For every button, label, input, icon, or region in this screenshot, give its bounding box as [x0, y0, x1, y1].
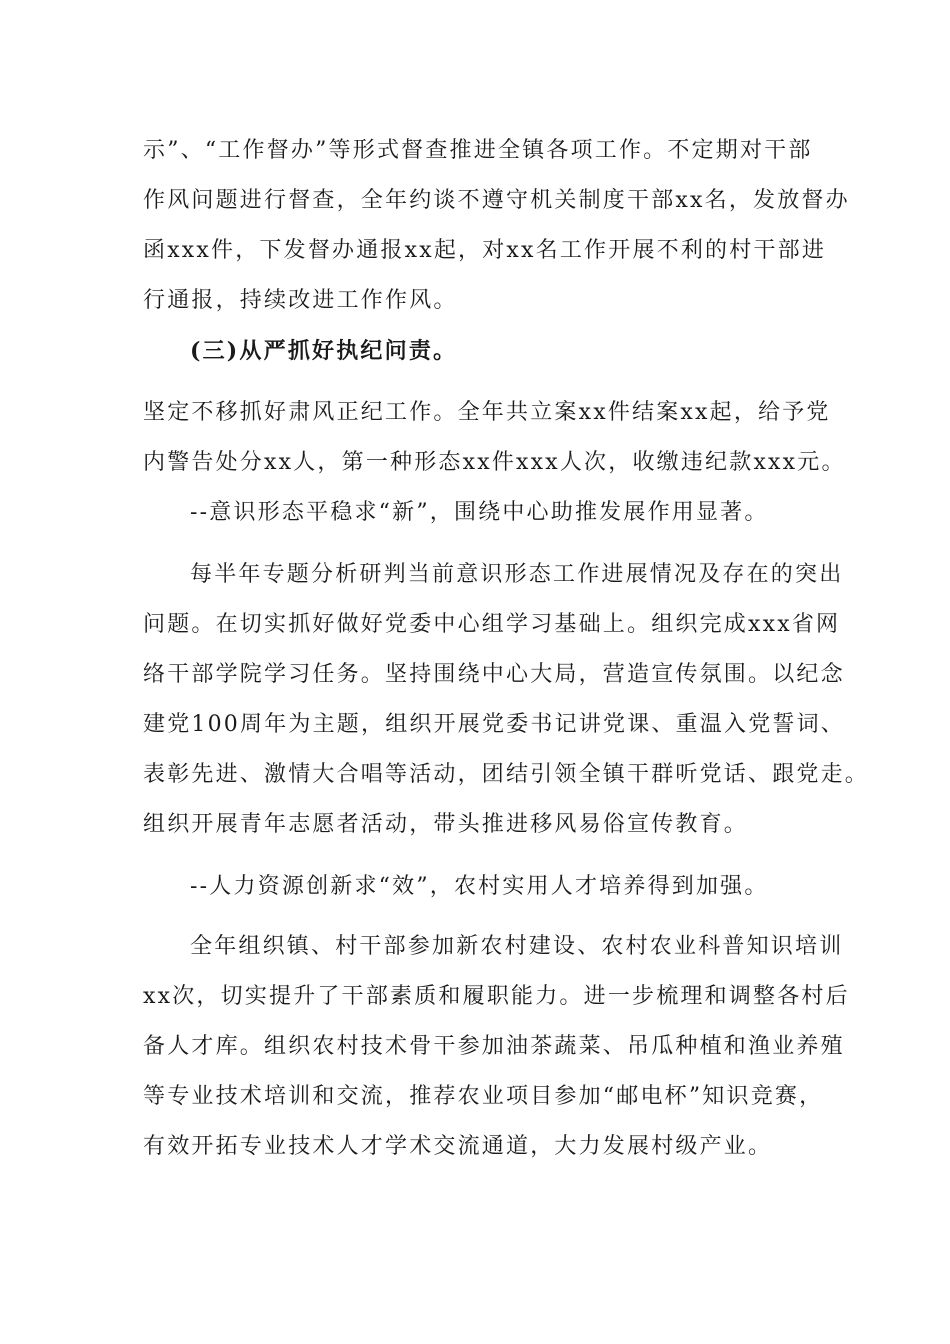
text-line: 每半年专题分析研判当前意识形态工作进展情况及存在的突出: [190, 562, 844, 587]
text-line: 组织开展青年志愿者活动，带头推进移风易俗宣传教育。: [143, 812, 749, 837]
text-line: 内警告处分xx人，第一种形态xx件xxx人次，收缴违纪款xxx元。: [143, 450, 846, 475]
text-line: 示”、“工作督办”等形式督查推进全镇各项工作。不定期对干部: [143, 138, 813, 163]
text-line: 建党100周年为主题，组织开展党委书记讲党课、重温入党誓词、: [143, 712, 845, 737]
text-line: 作风问题进行督查，全年约谈不遵守机关制度干部xx名，发放督办: [143, 188, 850, 213]
text-line: 坚定不移抓好肃风正纪工作。全年共立案xx件结案xx起，给予党: [143, 400, 831, 425]
section-heading: (三)从严抓好执纪问责。: [190, 338, 458, 364]
subheading-ideology: --意识形态平稳求“新”，围绕中心助推发展作用显著。: [190, 500, 769, 525]
text-line: 问题。在切实抓好做好党委中心组学习基础上。组织完成xxx省网: [143, 612, 841, 637]
text-line: 行通报，持续改进工作作风。: [143, 288, 458, 313]
text-line: 表彰先进、激情大合唱等活动，团结引领全镇干群听党话、跟党走。: [143, 762, 870, 787]
text-line: 备人才库。组织农村技术骨干参加油茶蔬菜、吊瓜种植和渔业养殖: [143, 1034, 845, 1059]
text-line: 络干部学院学习任务。坚持围绕中心大局，营造宣传氛围。以纪念: [143, 662, 845, 687]
text-line: 有效开拓专业技术人才学术交流通道，大力发展村级产业。: [143, 1134, 773, 1159]
subheading-human-resources: --人力资源创新求“效”，农村实用人才培养得到加强。: [190, 874, 769, 899]
text-line: 等专业技术培训和交流，推荐农业项目参加“邮电杯”知识竞赛，: [143, 1084, 824, 1109]
text-line: xx次，切实提升了干部素质和履职能力。进一步梳理和调整各村后: [143, 984, 850, 1009]
text-line: 函xxx件，下发督办通报xx起，对xx名工作开展不利的村干部进: [143, 238, 827, 263]
text-line: 全年组织镇、村干部参加新农村建设、农村农业科普知识培训: [190, 934, 844, 959]
